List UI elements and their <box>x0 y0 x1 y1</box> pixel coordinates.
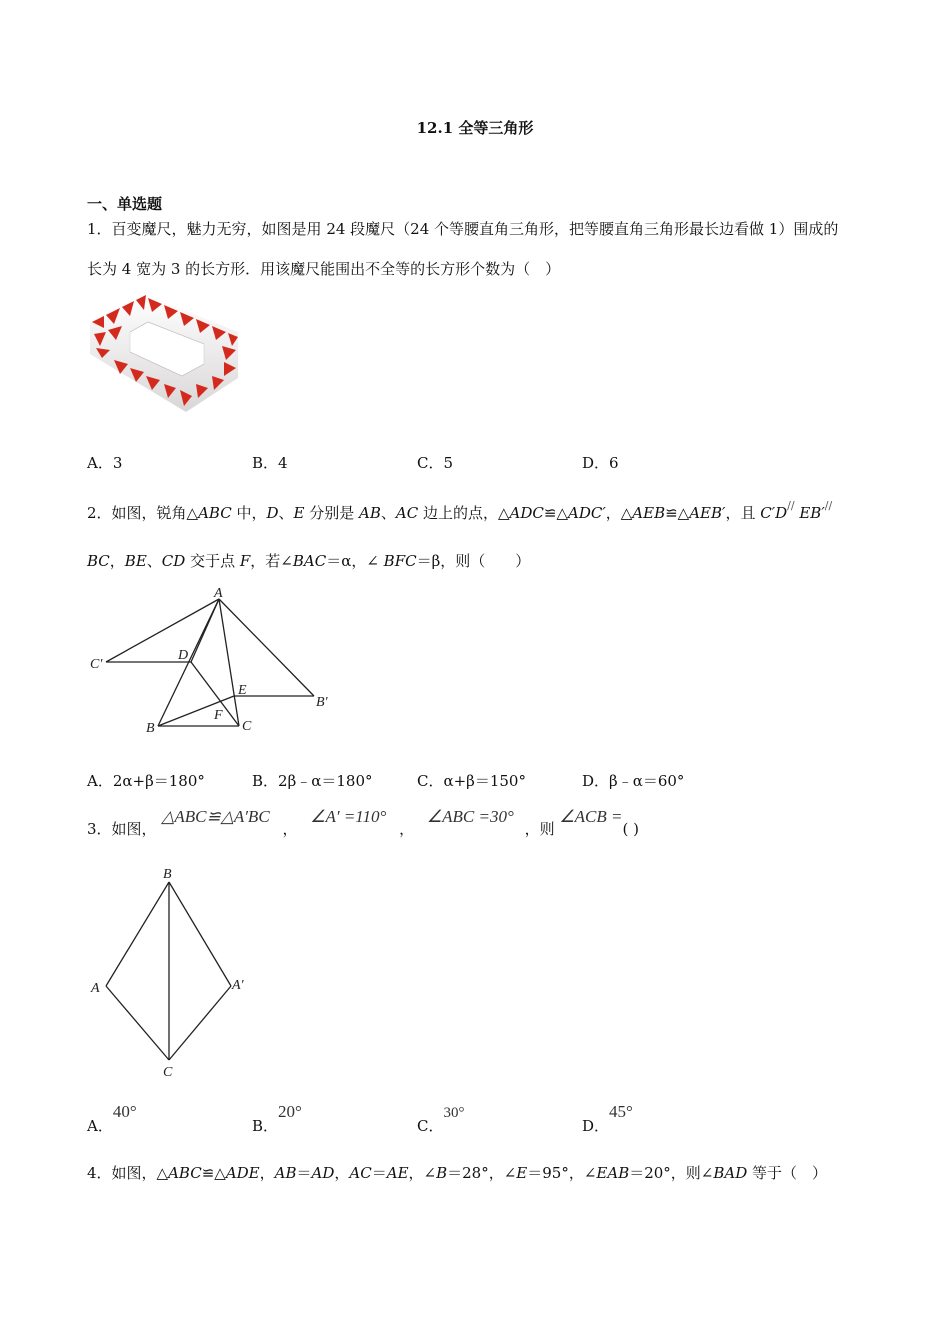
q2-label-b1: B′ <box>316 695 328 710</box>
q2-option-d[interactable]: D．β﹣α＝60° <box>582 772 685 790</box>
q3-label-c: C <box>163 1065 173 1080</box>
q2-figure <box>86 582 346 738</box>
q3-option-c[interactable]: C．30° <box>417 1105 465 1135</box>
q3-math-angle-a1: ∠A′ =110° <box>310 807 387 826</box>
section-heading: 一、单选题 <box>87 195 163 213</box>
page-title: 12.1 全等三角形 <box>416 119 534 137</box>
q1-line1: 1．百变魔尺，魅力无穷，如图是用 24 段魔尺（24 个等腰直角三角形，把等腰直角三角形最长边看做 1）围成的 <box>87 220 839 238</box>
q3-math-angle-acb: ∠ACB = <box>559 807 623 826</box>
q3-math-angle-abc: ∠ABC =30° <box>426 807 514 826</box>
q2-line2: BC，BE、CD 交于点 F，若∠BAC＝α，∠ BFC＝β，则（ ） <box>87 552 531 570</box>
q3-label-a: A <box>91 981 100 996</box>
q2-option-c[interactable]: C．α+β＝150° <box>417 772 526 790</box>
q3-label-a1: A′ <box>232 978 244 993</box>
q1-option-c[interactable]: C．5 <box>417 454 454 472</box>
q3-figure <box>86 862 256 1084</box>
q3-option-b[interactable]: B．20° <box>252 1102 302 1135</box>
q3-line: 3．如图， △ABC≌△A′BC ， ∠A′ =110° ， ∠ABC =30° ，则 ∠ACB =( ) <box>87 807 639 838</box>
q2-label-d: D <box>178 648 189 663</box>
q2-option-a[interactable]: A．2α+β＝180° <box>87 772 205 790</box>
q2-option-b[interactable]: B．2β﹣α＝180° <box>252 772 373 790</box>
q2-label-b: B <box>146 721 155 736</box>
q2-label-f: F <box>214 708 223 723</box>
magic-ruler-image <box>86 290 246 418</box>
q1-line2: 长为 4 宽为 3 的长方形．用该魔尺能围出不全等的长方形个数为（ ） <box>87 260 561 278</box>
q3-option-d[interactable]: D．45° <box>582 1102 633 1135</box>
q4-line: 4．如图，△ABC≌△ADE，AB＝AD，AC＝AE，∠B＝28°，∠E＝95°，∠EAB＝20°，则∠BAD 等于（ ） <box>87 1164 828 1182</box>
q1-option-b[interactable]: B．4 <box>252 454 288 472</box>
q2-label-c1: C′ <box>90 657 103 672</box>
q2-label-a: A <box>214 586 223 601</box>
q1-option-a[interactable]: A．3 <box>87 454 123 472</box>
q2-label-e: E <box>238 683 247 698</box>
q2-label-c: C <box>242 719 252 734</box>
q3-math-congruent: △ABC≌△A′BC <box>161 807 270 826</box>
q1-option-d[interactable]: D．6 <box>582 454 619 472</box>
q3-label-b: B <box>163 867 172 882</box>
q3-option-a[interactable]: A．40° <box>87 1102 137 1135</box>
q2-line1: 2．如图，锐角△ABC 中，D、E 分别是 AB、AC 边上的点，△ADC≌△ADC′，△AEB≌△AEB′，且 C′D// EB′// <box>87 499 833 522</box>
